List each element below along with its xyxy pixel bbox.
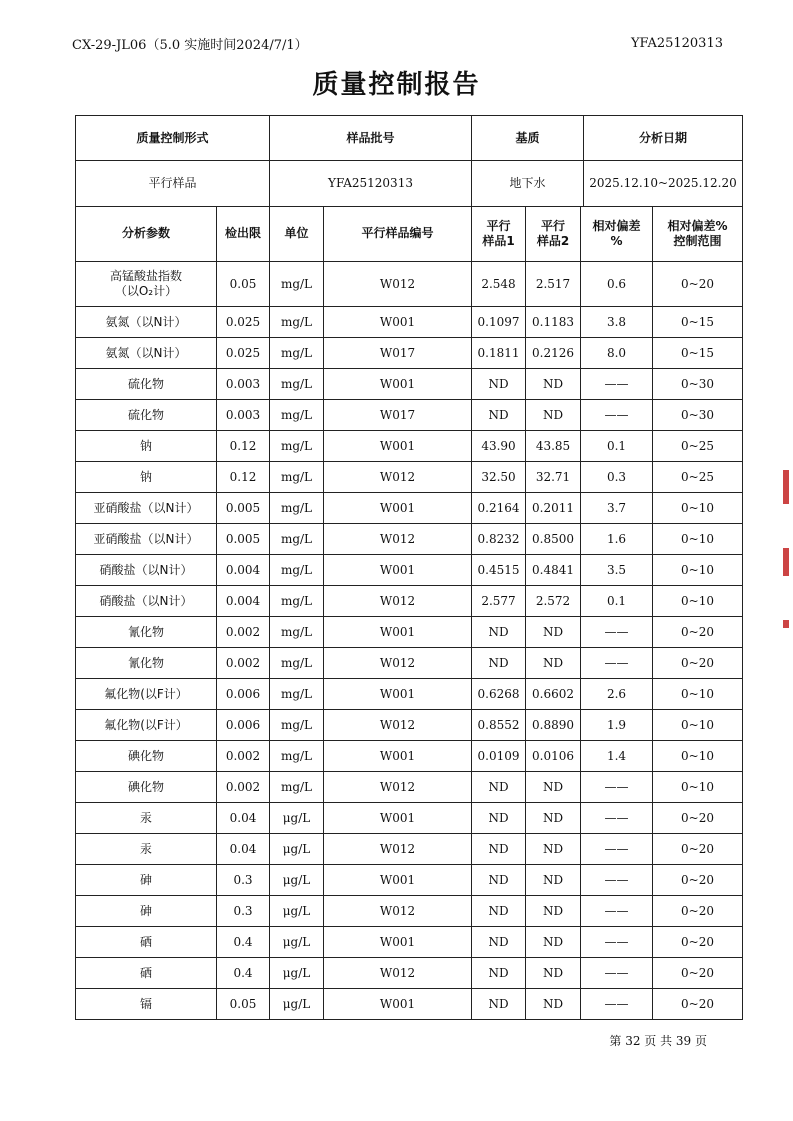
param-cell: 硫化物	[76, 369, 217, 400]
rel-dev-cell: ——	[581, 400, 653, 431]
sample-id-cell: W012	[324, 710, 472, 741]
table-row	[76, 307, 743, 338]
rel-dev-cell: ——	[581, 803, 653, 834]
results-header-cell: 检出限	[217, 206, 270, 262]
control-range-cell: 0~15	[653, 307, 743, 338]
parallel-1-cell: ND	[472, 958, 526, 989]
parallel-1-cell: 2.577	[472, 586, 526, 617]
sample-id-cell: W001	[324, 927, 472, 958]
control-range-cell: 0~10	[653, 710, 743, 741]
control-range-cell: 0~20	[653, 927, 743, 958]
sample-id-cell: W001	[324, 307, 472, 338]
parallel-1-cell: 0.4515	[472, 555, 526, 586]
rel-dev-cell: 8.0	[581, 338, 653, 369]
parallel-2-cell: 0.6602	[526, 679, 581, 710]
parallel-2-cell: ND	[526, 772, 581, 803]
parallel-1-cell: ND	[472, 369, 526, 400]
qc-results-table	[75, 206, 743, 1020]
param-cell: 碘化物	[76, 772, 217, 803]
sample-id-cell: W001	[324, 865, 472, 896]
table-row	[76, 803, 743, 834]
parallel-2-cell: 0.8890	[526, 710, 581, 741]
sample-id-cell: W001	[324, 741, 472, 772]
parallel-2-cell: 0.2126	[526, 338, 581, 369]
control-range-cell: 0~10	[653, 772, 743, 803]
unit-cell: μg/L	[270, 865, 324, 896]
parallel-2-cell: ND	[526, 989, 581, 1020]
sample-id-cell: W012	[324, 462, 472, 493]
parallel-1-cell: 0.8552	[472, 710, 526, 741]
matrix-value: 地下水	[472, 161, 584, 207]
rel-dev-cell: 1.4	[581, 741, 653, 772]
sample-id-cell: W012	[324, 586, 472, 617]
sample-id-cell: W017	[324, 338, 472, 369]
unit-cell: mg/L	[270, 586, 324, 617]
parallel-1-cell: ND	[472, 803, 526, 834]
results-header-cell: 平行 样品2	[526, 206, 581, 262]
parallel-1-cell: ND	[472, 400, 526, 431]
rel-dev-cell: ——	[581, 617, 653, 648]
rel-dev-cell: 1.6	[581, 524, 653, 555]
table-row	[76, 524, 743, 555]
summary-header-cell: 样品批号	[270, 116, 472, 161]
unit-cell: mg/L	[270, 555, 324, 586]
param-cell: 硝酸盐（以N计）	[76, 586, 217, 617]
batch-number-value: YFA25120313	[270, 161, 472, 207]
rel-dev-cell: ——	[581, 989, 653, 1020]
rel-dev-cell: 0.1	[581, 586, 653, 617]
parallel-2-cell: 43.85	[526, 431, 581, 462]
parallel-2-cell: ND	[526, 927, 581, 958]
unit-cell: μg/L	[270, 989, 324, 1020]
parallel-2-cell: ND	[526, 400, 581, 431]
form-code: CX-29-JL06（5.0 实施时间2024/7/1）	[72, 38, 308, 53]
table-row	[76, 741, 743, 772]
control-range-cell: 0~20	[653, 989, 743, 1020]
summary-header-row	[76, 116, 743, 161]
rel-dev-cell: 3.8	[581, 307, 653, 338]
detection-limit-cell: 0.004	[217, 586, 270, 617]
control-range-cell: 0~30	[653, 369, 743, 400]
scan-edge-mark	[783, 470, 789, 504]
param-cell: 氰化物	[76, 617, 217, 648]
parallel-2-cell: ND	[526, 369, 581, 400]
parallel-1-cell: 0.6268	[472, 679, 526, 710]
unit-cell: μg/L	[270, 927, 324, 958]
control-range-cell: 0~10	[653, 679, 743, 710]
sample-id-cell: W001	[324, 431, 472, 462]
parallel-1-cell: ND	[472, 772, 526, 803]
scan-edge-mark	[783, 620, 789, 628]
sample-id-cell: W001	[324, 555, 472, 586]
control-range-cell: 0~30	[653, 400, 743, 431]
results-header-cell: 相对偏差% 控制范围	[653, 206, 743, 262]
parallel-1-cell: ND	[472, 989, 526, 1020]
rel-dev-cell: 3.7	[581, 493, 653, 524]
control-range-cell: 0~20	[653, 648, 743, 679]
table-row	[76, 262, 743, 307]
parallel-1-cell: 32.50	[472, 462, 526, 493]
unit-cell: mg/L	[270, 710, 324, 741]
parallel-1-cell: ND	[472, 648, 526, 679]
table-row	[76, 927, 743, 958]
parallel-1-cell: 0.2164	[472, 493, 526, 524]
param-cell: 硝酸盐（以N计）	[76, 555, 217, 586]
unit-cell: mg/L	[270, 772, 324, 803]
detection-limit-cell: 0.003	[217, 400, 270, 431]
control-range-cell: 0~25	[653, 462, 743, 493]
results-header-cell: 单位	[270, 206, 324, 262]
detection-limit-cell: 0.002	[217, 648, 270, 679]
parallel-2-cell: ND	[526, 803, 581, 834]
control-range-cell: 0~10	[653, 493, 743, 524]
detection-limit-cell: 0.3	[217, 865, 270, 896]
analysis-date-value: 2025.12.10~2025.12.20	[584, 161, 743, 207]
parallel-2-cell: ND	[526, 958, 581, 989]
param-cell: 砷	[76, 865, 217, 896]
param-cell: 氰化物	[76, 648, 217, 679]
control-range-cell: 0~10	[653, 586, 743, 617]
table-row	[76, 989, 743, 1020]
parallel-1-cell: 0.1811	[472, 338, 526, 369]
control-range-cell: 0~20	[653, 262, 743, 307]
parallel-1-cell: 2.548	[472, 262, 526, 307]
rel-dev-cell: ——	[581, 369, 653, 400]
sample-id-cell: W001	[324, 989, 472, 1020]
table-row	[76, 369, 743, 400]
detection-limit-cell: 0.025	[217, 338, 270, 369]
table-row	[76, 896, 743, 927]
rel-dev-cell: ——	[581, 772, 653, 803]
results-header-cell: 分析参数	[76, 206, 217, 262]
unit-cell: mg/L	[270, 617, 324, 648]
parallel-1-cell: ND	[472, 927, 526, 958]
control-range-cell: 0~20	[653, 803, 743, 834]
parallel-1-cell: ND	[472, 834, 526, 865]
summary-header-cell: 质量控制形式	[76, 116, 270, 161]
parallel-2-cell: 0.1183	[526, 307, 581, 338]
parallel-2-cell: 0.4841	[526, 555, 581, 586]
sample-id-cell: W012	[324, 262, 472, 307]
page-number: 第 32 页 共 39 页	[609, 1034, 707, 1048]
table-row	[76, 462, 743, 493]
sample-id-cell: W001	[324, 493, 472, 524]
results-header-cell: 相对偏差 %	[581, 206, 653, 262]
report-number: YFA25120313	[630, 36, 723, 51]
rel-dev-cell: 0.3	[581, 462, 653, 493]
results-header-cell: 平行样品编号	[324, 206, 472, 262]
detection-limit-cell: 0.04	[217, 803, 270, 834]
parallel-2-cell: ND	[526, 617, 581, 648]
summary-table	[75, 115, 743, 207]
control-range-cell: 0~20	[653, 617, 743, 648]
table-row	[76, 586, 743, 617]
table-row	[76, 617, 743, 648]
control-range-cell: 0~20	[653, 834, 743, 865]
table-row	[76, 400, 743, 431]
scan-edge-mark	[783, 548, 789, 576]
table-row	[76, 338, 743, 369]
table-row	[76, 958, 743, 989]
unit-cell: μg/L	[270, 834, 324, 865]
document-title: 质量控制报告	[312, 70, 481, 100]
parallel-2-cell: ND	[526, 865, 581, 896]
detection-limit-cell: 0.002	[217, 741, 270, 772]
param-cell: 氨氮（以N计）	[76, 307, 217, 338]
unit-cell: mg/L	[270, 648, 324, 679]
summary-header-cell: 分析日期	[584, 116, 743, 161]
control-range-cell: 0~10	[653, 741, 743, 772]
param-cell: 硫化物	[76, 400, 217, 431]
param-cell: 钠	[76, 462, 217, 493]
param-cell: 氟化物(以F计）	[76, 679, 217, 710]
param-cell: 镉	[76, 989, 217, 1020]
param-cell: 高锰酸盐指数 （以O₂计）	[76, 262, 217, 307]
unit-cell: mg/L	[270, 338, 324, 369]
detection-limit-cell: 0.003	[217, 369, 270, 400]
parallel-1-cell: 0.1097	[472, 307, 526, 338]
control-range-cell: 0~10	[653, 524, 743, 555]
parallel-2-cell: 2.517	[526, 262, 581, 307]
parallel-1-cell: 43.90	[472, 431, 526, 462]
unit-cell: mg/L	[270, 462, 324, 493]
rel-dev-cell: 0.1	[581, 431, 653, 462]
control-range-cell: 0~20	[653, 958, 743, 989]
control-range-cell: 0~10	[653, 555, 743, 586]
summary-value-row	[76, 161, 743, 207]
detection-limit-cell: 0.002	[217, 772, 270, 803]
param-cell: 硒	[76, 927, 217, 958]
table-row	[76, 679, 743, 710]
parallel-1-cell: 0.0109	[472, 741, 526, 772]
table-row	[76, 834, 743, 865]
param-cell: 钠	[76, 431, 217, 462]
rel-dev-cell: ——	[581, 834, 653, 865]
detection-limit-cell: 0.4	[217, 927, 270, 958]
unit-cell: mg/L	[270, 307, 324, 338]
sample-id-cell: W001	[324, 617, 472, 648]
qc-form-value: 平行样品	[76, 161, 270, 207]
detection-limit-cell: 0.3	[217, 896, 270, 927]
unit-cell: mg/L	[270, 431, 324, 462]
table-row	[76, 710, 743, 741]
detection-limit-cell: 0.12	[217, 431, 270, 462]
detection-limit-cell: 0.005	[217, 524, 270, 555]
sample-id-cell: W012	[324, 524, 472, 555]
unit-cell: μg/L	[270, 958, 324, 989]
detection-limit-cell: 0.004	[217, 555, 270, 586]
parallel-2-cell: ND	[526, 896, 581, 927]
table-row	[76, 431, 743, 462]
unit-cell: mg/L	[270, 400, 324, 431]
param-cell: 砷	[76, 896, 217, 927]
summary-header-cell: 基质	[472, 116, 584, 161]
parallel-2-cell: 32.71	[526, 462, 581, 493]
rel-dev-cell: 3.5	[581, 555, 653, 586]
unit-cell: mg/L	[270, 741, 324, 772]
param-cell: 汞	[76, 834, 217, 865]
detection-limit-cell: 0.12	[217, 462, 270, 493]
control-range-cell: 0~15	[653, 338, 743, 369]
rel-dev-cell: 2.6	[581, 679, 653, 710]
detection-limit-cell: 0.006	[217, 710, 270, 741]
sample-id-cell: W001	[324, 803, 472, 834]
parallel-2-cell: 0.8500	[526, 524, 581, 555]
rel-dev-cell: ——	[581, 927, 653, 958]
parallel-1-cell: ND	[472, 865, 526, 896]
unit-cell: mg/L	[270, 369, 324, 400]
results-header-row	[76, 206, 743, 262]
param-cell: 碘化物	[76, 741, 217, 772]
sample-id-cell: W012	[324, 648, 472, 679]
param-cell: 硒	[76, 958, 217, 989]
parallel-2-cell: ND	[526, 834, 581, 865]
sample-id-cell: W012	[324, 896, 472, 927]
sample-id-cell: W001	[324, 679, 472, 710]
unit-cell: mg/L	[270, 679, 324, 710]
detection-limit-cell: 0.05	[217, 262, 270, 307]
rel-dev-cell: ——	[581, 648, 653, 679]
parallel-2-cell: 0.0106	[526, 741, 581, 772]
param-cell: 亚硝酸盐（以N计）	[76, 524, 217, 555]
sample-id-cell: W012	[324, 772, 472, 803]
parallel-2-cell: ND	[526, 648, 581, 679]
unit-cell: μg/L	[270, 896, 324, 927]
rel-dev-cell: 0.6	[581, 262, 653, 307]
table-row	[76, 555, 743, 586]
param-cell: 亚硝酸盐（以N计）	[76, 493, 217, 524]
detection-limit-cell: 0.025	[217, 307, 270, 338]
parallel-1-cell: ND	[472, 896, 526, 927]
parallel-2-cell: 0.2011	[526, 493, 581, 524]
unit-cell: mg/L	[270, 262, 324, 307]
sample-id-cell: W012	[324, 958, 472, 989]
unit-cell: mg/L	[270, 493, 324, 524]
detection-limit-cell: 0.005	[217, 493, 270, 524]
detection-limit-cell: 0.04	[217, 834, 270, 865]
table-row	[76, 493, 743, 524]
table-row	[76, 865, 743, 896]
detection-limit-cell: 0.05	[217, 989, 270, 1020]
unit-cell: μg/L	[270, 803, 324, 834]
rel-dev-cell: ——	[581, 865, 653, 896]
table-row	[76, 648, 743, 679]
sample-id-cell: W001	[324, 369, 472, 400]
unit-cell: mg/L	[270, 524, 324, 555]
rel-dev-cell: 1.9	[581, 710, 653, 741]
control-range-cell: 0~20	[653, 865, 743, 896]
detection-limit-cell: 0.002	[217, 617, 270, 648]
table-row	[76, 772, 743, 803]
sample-id-cell: W017	[324, 400, 472, 431]
results-header-cell: 平行 样品1	[472, 206, 526, 262]
param-cell: 汞	[76, 803, 217, 834]
detection-limit-cell: 0.006	[217, 679, 270, 710]
rel-dev-cell: ——	[581, 896, 653, 927]
control-range-cell: 0~25	[653, 431, 743, 462]
rel-dev-cell: ——	[581, 958, 653, 989]
parallel-2-cell: 2.572	[526, 586, 581, 617]
param-cell: 氟化物(以F计）	[76, 710, 217, 741]
detection-limit-cell: 0.4	[217, 958, 270, 989]
param-cell: 氨氮（以N计）	[76, 338, 217, 369]
control-range-cell: 0~20	[653, 896, 743, 927]
sample-id-cell: W012	[324, 834, 472, 865]
parallel-1-cell: ND	[472, 617, 526, 648]
parallel-1-cell: 0.8232	[472, 524, 526, 555]
